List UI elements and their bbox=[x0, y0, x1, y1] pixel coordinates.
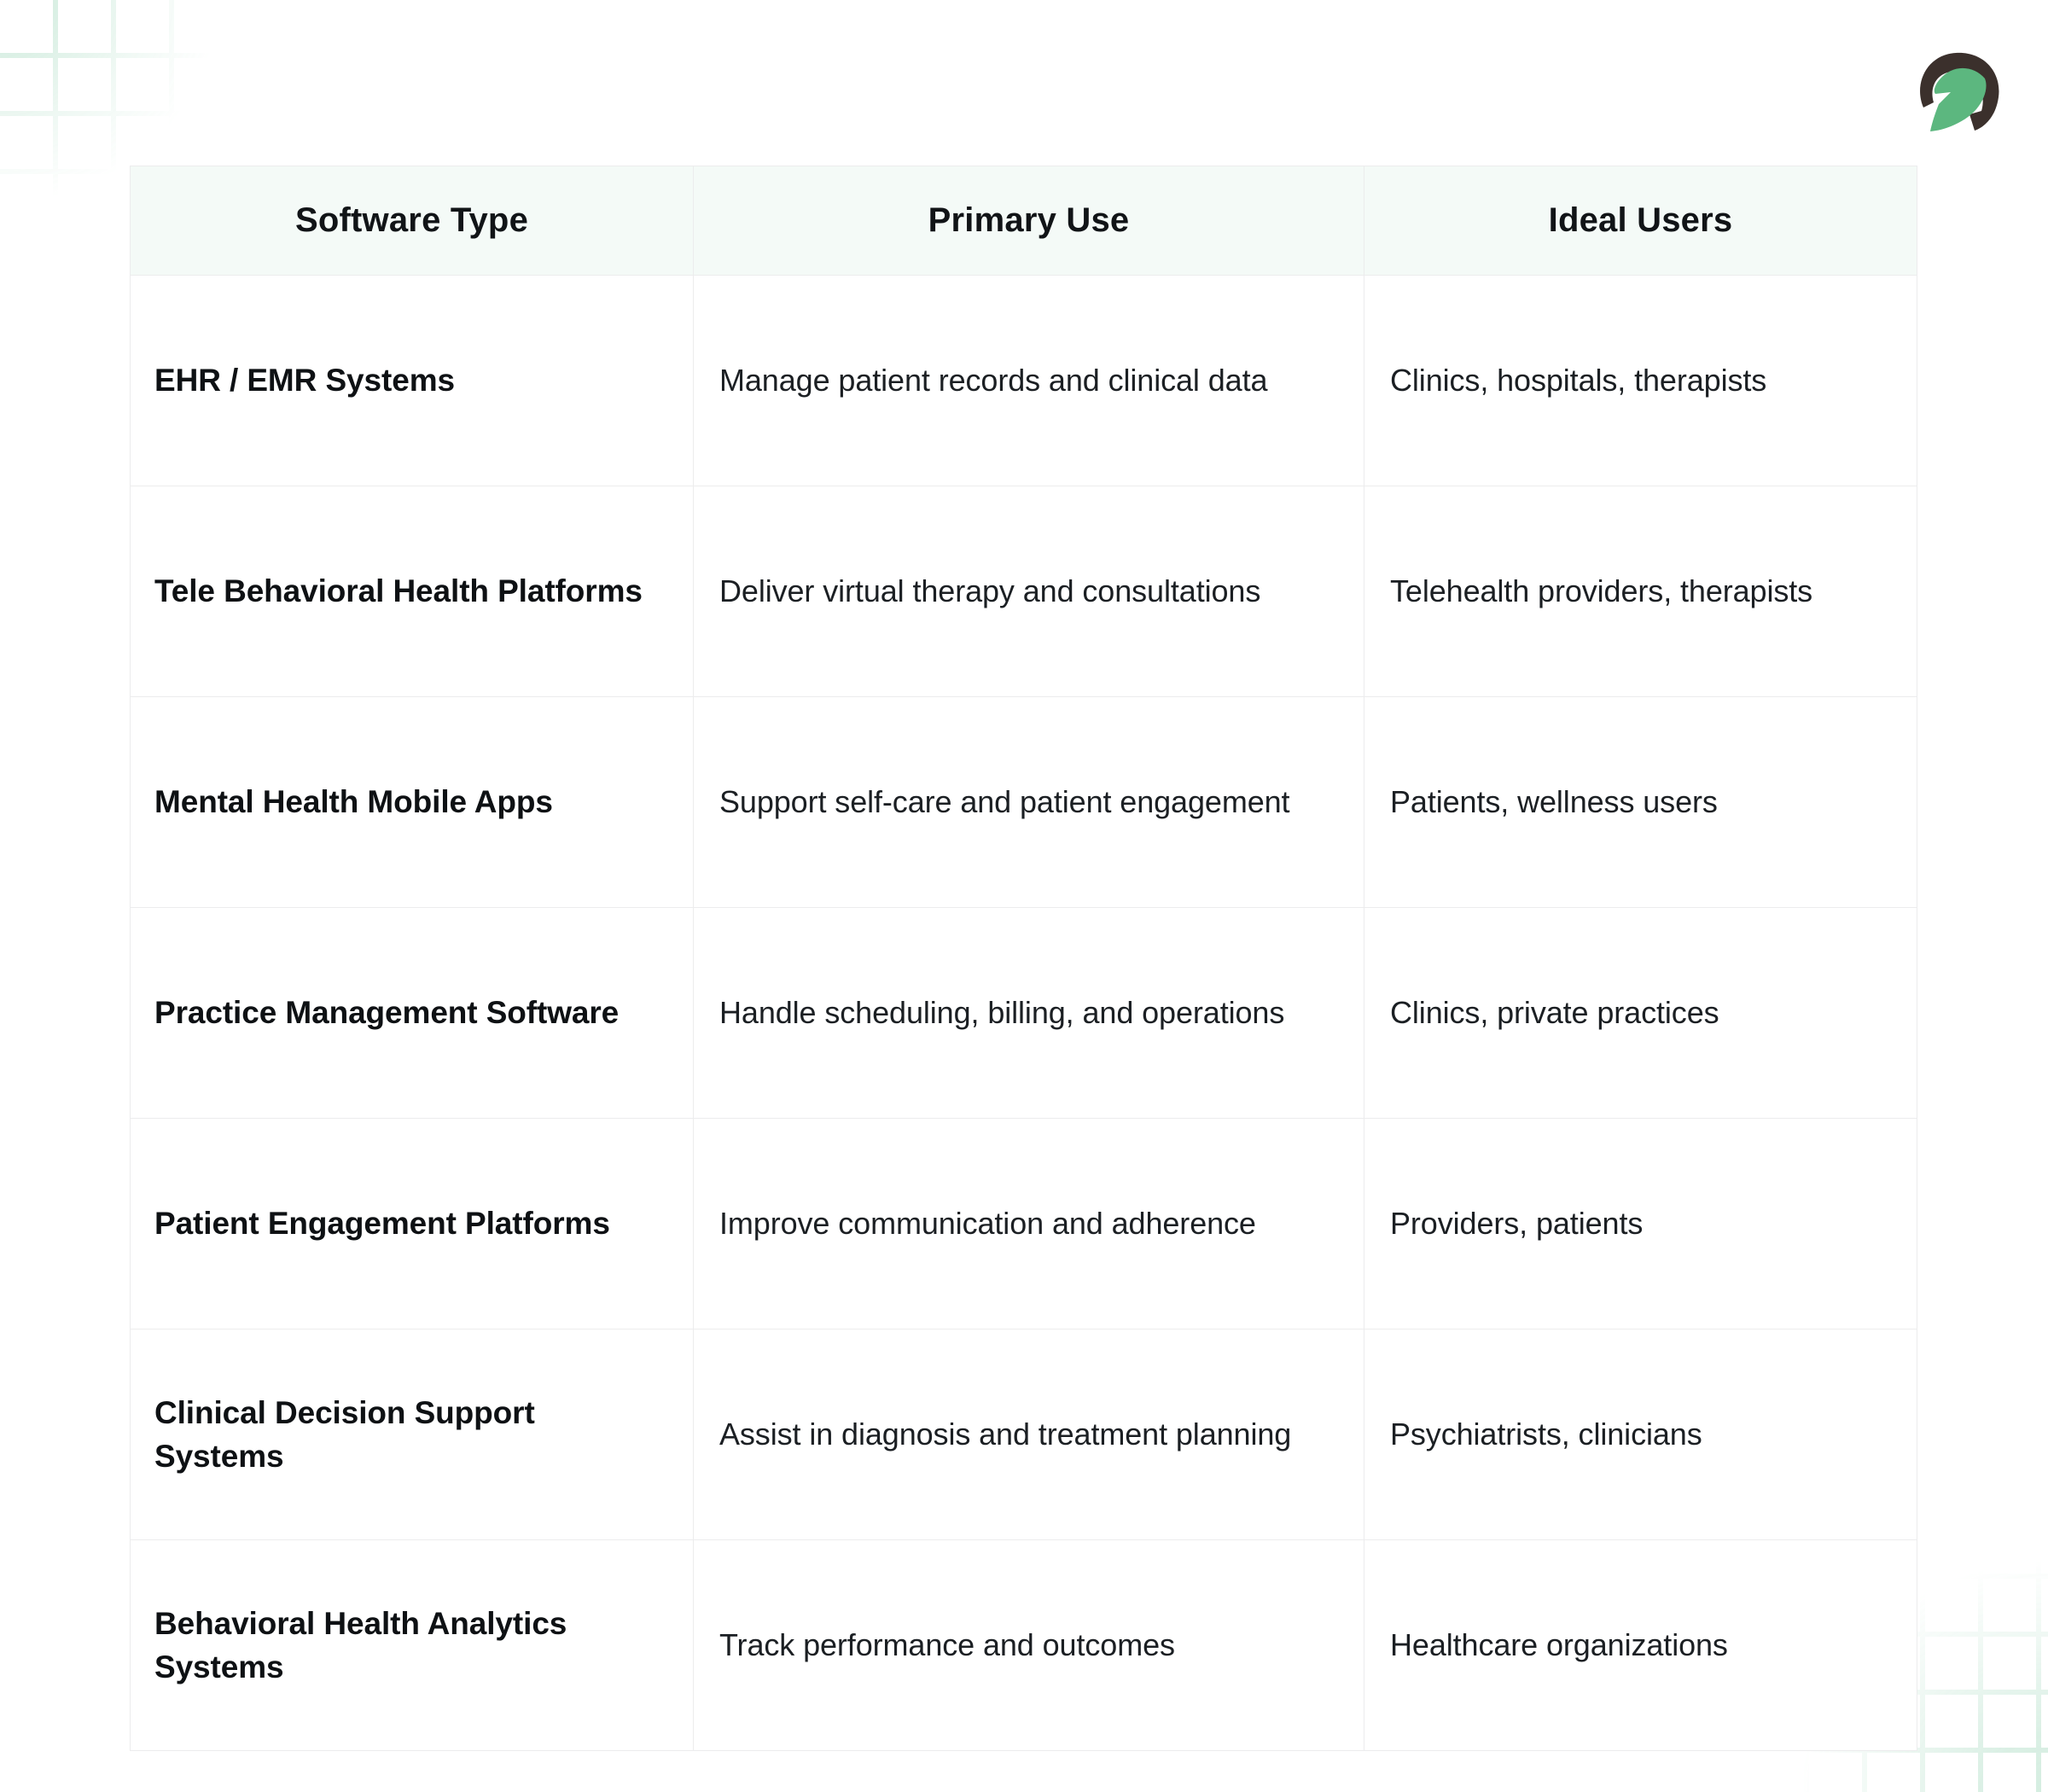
table-header-row bbox=[131, 166, 1917, 276]
table-row bbox=[131, 697, 1917, 908]
cell-ideal-users: Healthcare organizations bbox=[1364, 1540, 1917, 1751]
leaf-shield-logo-icon bbox=[1910, 41, 2012, 143]
table-body bbox=[131, 276, 1917, 1751]
grid-line bbox=[0, 53, 276, 58]
cell-software-type: EHR / EMR Systems bbox=[131, 276, 694, 486]
table-row bbox=[131, 276, 1917, 486]
cell-ideal-users: Clinics, private practices bbox=[1364, 908, 1917, 1119]
column-header-primary-use: Primary Use bbox=[694, 166, 1364, 276]
cell-primary-use: Handle scheduling, billing, and operations bbox=[694, 908, 1364, 1119]
grid-line bbox=[111, 0, 116, 251]
grid-line bbox=[0, 111, 276, 116]
table-row bbox=[131, 1119, 1917, 1329]
table-row bbox=[131, 908, 1917, 1119]
cell-primary-use: Assist in diagnosis and treatment planning bbox=[694, 1329, 1364, 1540]
table-row bbox=[131, 486, 1917, 697]
cell-software-type: Mental Health Mobile Apps bbox=[131, 697, 694, 908]
comparison-table bbox=[130, 166, 1917, 1751]
grid-line bbox=[1978, 1516, 1983, 1792]
column-header-software-type: Software Type bbox=[131, 166, 694, 276]
comparison-table-container bbox=[130, 166, 1917, 1684]
cell-primary-use: Track performance and outcomes bbox=[694, 1540, 1364, 1751]
cell-software-type: Tele Behavioral Health Platforms bbox=[131, 486, 694, 697]
cell-software-type: Practice Management Software bbox=[131, 908, 694, 1119]
cell-primary-use: Deliver virtual therapy and consultations bbox=[694, 486, 1364, 697]
cell-primary-use: Support self-care and patient engagement bbox=[694, 697, 1364, 908]
cell-software-type: Behavioral Health Analytics Systems bbox=[131, 1540, 694, 1751]
table-header bbox=[131, 166, 1917, 276]
table-row bbox=[131, 1540, 1917, 1751]
cell-primary-use: Improve communication and adherence bbox=[694, 1119, 1364, 1329]
cell-ideal-users: Providers, patients bbox=[1364, 1119, 1917, 1329]
cell-ideal-users: Telehealth providers, therapists bbox=[1364, 486, 1917, 697]
grid-line bbox=[53, 0, 58, 251]
grid-line bbox=[2036, 1516, 2041, 1792]
cell-software-type: Patient Engagement Platforms bbox=[131, 1119, 694, 1329]
cell-ideal-users: Patients, wellness users bbox=[1364, 697, 1917, 908]
cell-primary-use: Manage patient records and clinical data bbox=[694, 276, 1364, 486]
column-header-ideal-users: Ideal Users bbox=[1364, 166, 1917, 276]
grid-line bbox=[1920, 1516, 1925, 1792]
cell-ideal-users: Psychiatrists, clinicians bbox=[1364, 1329, 1917, 1540]
table-row bbox=[131, 1329, 1917, 1540]
cell-software-type: Clinical Decision Support Systems bbox=[131, 1329, 694, 1540]
cell-ideal-users: Clinics, hospitals, therapists bbox=[1364, 276, 1917, 486]
